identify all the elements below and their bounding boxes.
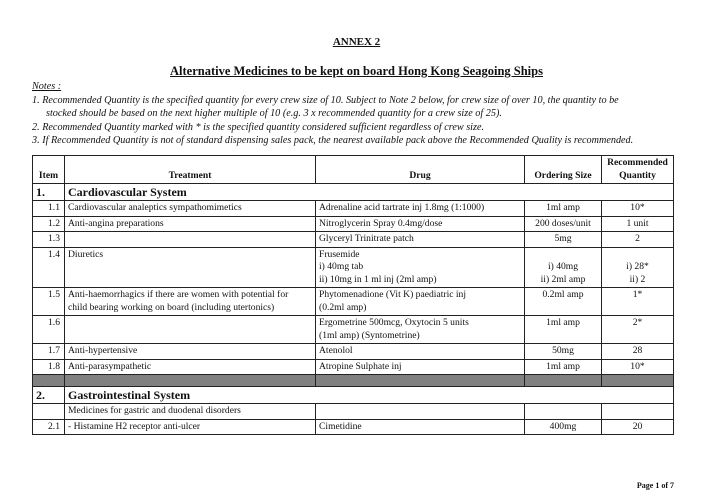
treatment-line: child bearing working on board (including utertonics): [68, 301, 275, 313]
table-row: [33, 216, 674, 232]
qty-line: i) 28*: [626, 261, 649, 272]
treatment-line: Anti-haemorrhagics if there are women with potential for: [68, 289, 289, 300]
item-cell: 1.6: [33, 316, 65, 344]
note-1-continued: stocked should be based on the next higher multiple of 10 (e.g. 3 x recommended quantity for a crew size of 25).: [46, 108, 502, 119]
drug-line: ii) 10mg in 1 ml inj (2ml amp): [319, 273, 437, 285]
item-cell: 1.2: [33, 216, 65, 232]
page-number: Page 1 of 7: [636, 481, 674, 490]
table-row: [33, 316, 674, 344]
item-cell: 2.1: [33, 419, 65, 435]
size-cell: 200 doses/unit: [525, 216, 602, 232]
item-cell: 1.7: [33, 344, 65, 360]
drug-line: (0.2ml amp): [319, 301, 367, 313]
table-row: [33, 419, 674, 435]
table-row: [33, 247, 674, 288]
qty-cell: 28: [602, 344, 674, 360]
qty-cell: 2: [602, 232, 674, 248]
drug-line: Ergometrine 500mcg, Oxytocin 5 units: [319, 317, 469, 328]
drug-cell: [316, 404, 525, 420]
size-cell: 1ml amp: [525, 201, 602, 217]
header-item: Item: [33, 156, 65, 184]
size-cell: [525, 247, 602, 288]
item-cell: 1.3: [33, 232, 65, 248]
qty-cell: 20: [602, 419, 674, 435]
size-cell: [525, 404, 602, 420]
section-title: Gastrointestinal System: [65, 387, 674, 404]
table-row: [33, 404, 674, 420]
size-cell: 400mg: [525, 419, 602, 435]
item-cell: 1.1: [33, 201, 65, 217]
drug-line: Phytomenadione (Vit K) paediatric inj: [319, 289, 467, 300]
separator-row: [33, 375, 674, 387]
subheading-cell: Medicines for gastric and duodenal disorders: [65, 404, 316, 420]
table-header-row: [33, 156, 674, 184]
qty-cell: 10*: [602, 201, 674, 217]
table-row: [33, 344, 674, 360]
qty-cell: 10*: [602, 359, 674, 375]
document-title: Alternative Medicines to be kept on board Hong Kong Seagoing Ships: [170, 64, 543, 78]
notes-header: Notes :: [32, 81, 62, 92]
section-number: 2.: [33, 387, 65, 404]
qty-cell: [602, 404, 674, 420]
drug-cell: Adrenaline acid tartrate inj 1.8mg (1:1000): [316, 201, 525, 217]
drug-cell: Glyceryl Trinitrate patch: [316, 232, 525, 248]
treatment-cell: [65, 288, 316, 316]
section-row-cardiovascular: [33, 184, 674, 201]
drug-cell: [316, 247, 525, 288]
size-cell: 0.2ml amp: [525, 288, 602, 316]
size-line: ii) 2ml amp: [540, 273, 586, 285]
header-qty-line1: Recommended: [607, 157, 668, 168]
note-3: 3. If Recommended Quantity is not of standard dispensing sales pack, the nearest available pack above the Recommended Quality is recommended.: [32, 135, 634, 146]
header-treatment: Treatment: [65, 156, 316, 184]
item-cell: 1.5: [33, 288, 65, 316]
header-drug: Drug: [316, 156, 525, 184]
item-cell: 1.8: [33, 359, 65, 375]
drug-line: Frusemide: [319, 248, 360, 260]
note-2: 2. Recommended Quantity marked with * is the specified quantity considered sufficient regardless of crew size.: [32, 121, 485, 133]
drug-line: i) 40mg tab: [319, 261, 364, 272]
table-row: [33, 201, 674, 217]
treatment-cell: Cardiovascular analeptics sympathomimetics: [65, 201, 316, 217]
treatment-cell: [65, 232, 316, 248]
notes-block: [32, 80, 694, 148]
treatment-cell: Anti-parasympathetic: [65, 359, 316, 375]
size-cell: 5mg: [525, 232, 602, 248]
section-title: Cardiovascular System: [65, 184, 674, 201]
header-qty-line2: Quantity: [619, 169, 656, 181]
treatment-cell: - Histamine H2 receptor anti-ulcer: [65, 419, 316, 435]
qty-cell: 1*: [602, 288, 674, 316]
treatment-cell: Anti-hypertensive: [65, 344, 316, 360]
qty-line: ii) 2: [629, 273, 646, 285]
medicines-table: [32, 155, 674, 435]
size-cell: 50mg: [525, 344, 602, 360]
qty-cell: 1 unit: [602, 216, 674, 232]
treatment-cell: [65, 316, 316, 344]
qty-cell: [602, 247, 674, 288]
treatment-cell: Anti-angina preparations: [65, 216, 316, 232]
size-line: i) 40mg: [547, 261, 579, 272]
drug-cell: [316, 288, 525, 316]
item-cell: [33, 404, 65, 420]
item-cell: 1.4: [33, 247, 65, 288]
header-recommended-quantity: [602, 156, 674, 184]
table-row: [33, 288, 674, 316]
note-1: 1. Recommended Quantity is the specified quantity for every crew size of 10. Subject to Note 2 below, for crew size of over 10, the quantity to be: [32, 94, 619, 106]
drug-cell: Atropine Sulphate inj: [316, 359, 525, 375]
treatment-cell: Diuretics: [65, 247, 316, 288]
section-number: 1.: [33, 184, 65, 201]
size-cell: 1ml amp: [525, 359, 602, 375]
drug-cell: Nitroglycerin Spray 0.4mg/dose: [316, 216, 525, 232]
table-row: [33, 232, 674, 248]
size-cell: 1ml amp: [525, 316, 602, 344]
header-ordering-size: Ordering Size: [525, 156, 602, 184]
drug-cell: Cimetidine: [316, 419, 525, 435]
table-row: [33, 359, 674, 375]
drug-cell: [316, 316, 525, 344]
section-row-gastrointestinal: [33, 387, 674, 404]
annex-label: ANNEX 2: [332, 36, 381, 48]
qty-cell: 2*: [602, 316, 674, 344]
drug-line: (1ml amp) (Syntometrine): [319, 329, 420, 341]
drug-cell: Atenolol: [316, 344, 525, 360]
